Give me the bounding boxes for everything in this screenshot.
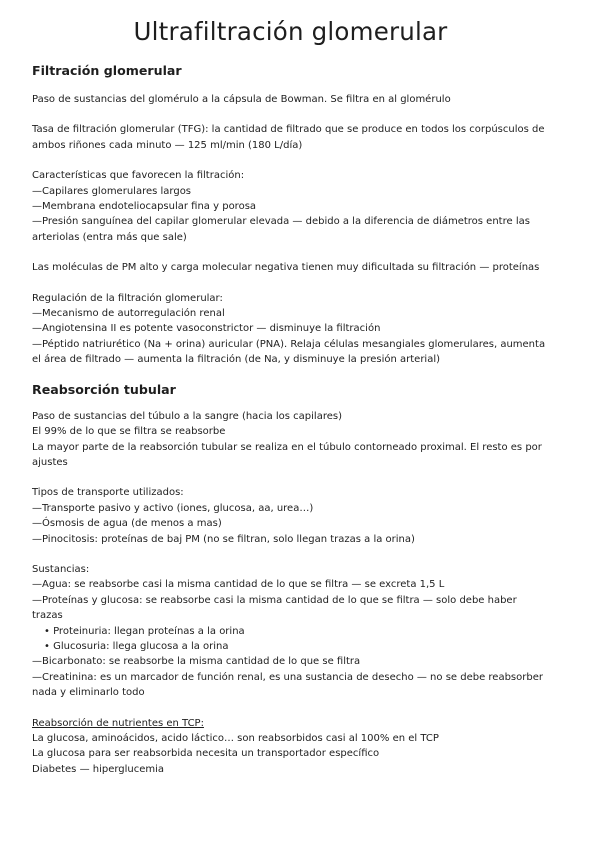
paragraph-line: La glucosa para ser reabsorbida necesita un transportador específico: [32, 748, 380, 760]
list-item: —Proteínas y glucosa: se reabsorbe casi la misma cantidad de lo que se filtra — solo debe haber trazas: [32, 594, 517, 622]
list-item: —Creatinina: es un marcador de función renal, es una sustancia de desecho — no se debe reabsorber nada y eliminarlo todo: [32, 671, 543, 699]
page-title: Ultrafiltración glomerular: [133, 17, 448, 46]
list-item: —Transporte pasivo y activo (iones, glucosa, aa, urea…): [32, 502, 314, 514]
paragraph: Tasa de filtración glomerular (TFG): la cantidad de filtrado que se produce en todos los corpúsculos de ambos riñones cada minuto — 125 ml/min (180 L/día): [32, 124, 545, 151]
sub-list-item: • Proteinuria: llegan proteínas a la orina: [44, 625, 245, 637]
list-item: —Agua: se reabsorbe casi la misma cantidad de lo que se filtra — se excreta 1,5 L: [32, 579, 445, 591]
paragraph-line: La glucosa, aminoácidos, acido láctico… son reabsorbidos casi al 100% en el TCP: [32, 733, 439, 744]
list-item: —Membrana endoteliocapsular fina y porosa: [32, 201, 257, 213]
paragraph-line: Diabetes — hiperglucemia: [32, 763, 165, 775]
section-heading-reabsorcion: Reabsorción tubular: [32, 381, 176, 397]
list-item: —Angiotensina II es potente vasoconstrictor — disminuye la filtración: [32, 323, 381, 335]
paragraph-line: La mayor parte de la reabsorción tubular se realiza en el túbulo contorneado proximal. El resto es por ajustes: [32, 441, 542, 468]
list-item: —Ósmosis de agua (de menos a mas): [32, 518, 222, 530]
list-item: —Mecanismo de autorregulación renal: [32, 308, 225, 320]
list-title: Tipos de transporte utilizados:: [32, 487, 184, 499]
paragraph: Las moléculas de PM alto y carga molecular negativa tienen muy dificultada su filtración — proteínas: [32, 262, 540, 274]
list-item: —Bicarbonato: se reabsorbe la misma cantidad de lo que se filtra: [32, 656, 361, 668]
underlined-subheading: Reabsorción de nutrientes en TCP:: [32, 717, 204, 729]
paragraph-line: Paso de sustancias del túbulo a la sangre (hacia los capilares): [32, 410, 342, 422]
list-title: Características que favorecen la filtración:: [32, 170, 245, 182]
paragraph: Paso de sustancias del glomérulo a la cápsula de Bowman. Se filtra en al glomérulo: [32, 94, 451, 105]
list-item: —Capilares glomerulares largos: [32, 185, 192, 197]
list-title: Sustancias:: [32, 563, 90, 575]
paragraph-line: El 99% de lo que se filtra se reabsorbe: [32, 426, 226, 438]
list-item: —Péptido natriurético (Na + orina) auricular (PNA). Relaja células mesangiales glomerulares, aumenta el área de filtrado — aumenta la filtración (de Na, y disminuye la presión arterial): [32, 338, 546, 366]
sub-list-item: • Glucosuria: llega glucosa a la orina: [44, 640, 229, 652]
list-item: —Presión sanguínea del capilar glomerular elevada — debido a la diferencia de diámetros entre las arteriolas (entra más que sale): [32, 216, 530, 243]
list-title: Regulación de la filtración glomerular:: [32, 292, 223, 304]
section-heading-filtracion: Filtración glomerular: [32, 63, 182, 78]
list-item: —Pinocitosis: proteínas de baj PM (no se filtran, solo llegan trazas a la orina): [32, 533, 415, 545]
